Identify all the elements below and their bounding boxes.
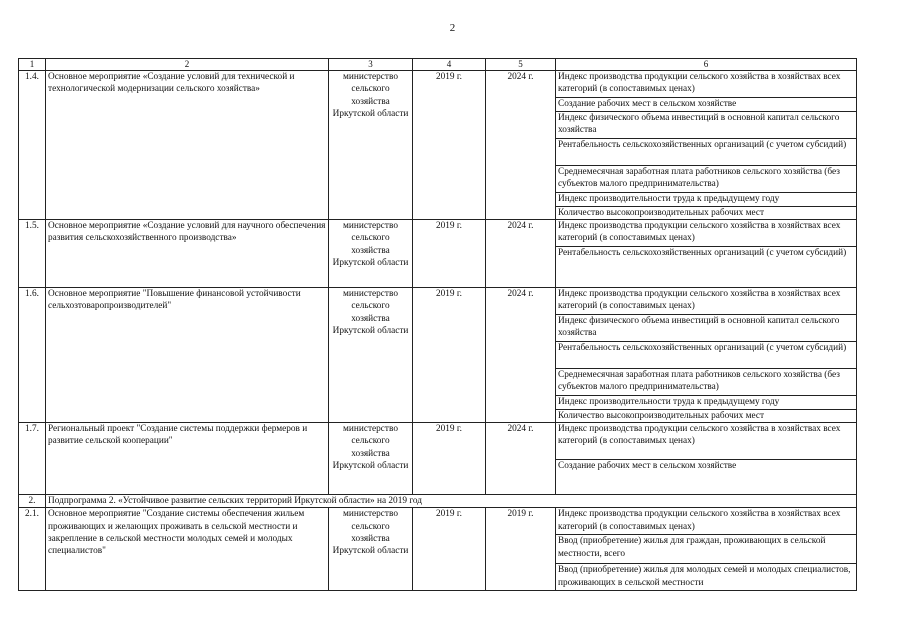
indicator: Создание рабочих мест в сельском хозяйстве <box>556 98 856 112</box>
row-number: 1.5. <box>19 220 46 288</box>
end-year: 2024 г. <box>486 423 556 495</box>
activity-name: Основное мероприятие «Создание условий для технической и технологической модернизации сельского хозяйства» <box>46 71 329 220</box>
executor: министерство сельского хозяйства Иркутской области <box>329 288 413 423</box>
indicator: Рентабельность сельскохозяйственных организаций (с учетом субсидий) <box>558 248 847 258</box>
indicator: Ввод (приобретение) жилья для молодых семей и молодых специалистов, проживающих в сельской местности <box>558 565 851 588</box>
indicator: Количество высокопроизводительных рабочих мест <box>558 411 765 421</box>
indicators <box>556 508 857 591</box>
indicator: Ввод (приобретение) жилья для граждан, проживающих в сельской местности, всего <box>556 535 856 564</box>
indicators <box>556 220 857 288</box>
executor: министерство сельского хозяйства Иркутской области <box>329 508 413 591</box>
activity-name: Основное мероприятие "Повышение финансовой устойчивости сельхозтоваропроизводителей" <box>46 288 329 423</box>
indicator: Индекс производства продукции сельского хозяйства в хозяйствах всех категорий (в сопоставимых ценах) <box>556 71 856 98</box>
indicator: Индекс производства продукции сельского хозяйства в хозяйствах всех категорий (в сопоставимых ценах) <box>556 288 856 315</box>
header-col-5: 5 <box>486 59 556 71</box>
header-row <box>19 59 857 71</box>
executor: министерство сельского хозяйства Иркутской области <box>329 220 413 288</box>
row-number: 1.6. <box>19 288 46 423</box>
indicator: Среднемесячная заработная плата работников сельского хозяйства (без субъектов малого предпринимательства) <box>556 369 856 396</box>
indicator: Индекс производительности труда к предыдущему году <box>556 193 856 207</box>
start-year: 2019 г. <box>413 423 486 495</box>
indicator: Индекс производства продукции сельского хозяйства в хозяйствах всех категорий (в сопоставимых ценах) <box>556 508 856 535</box>
end-year: 2019 г. <box>486 508 556 591</box>
start-year: 2019 г. <box>413 71 486 220</box>
indicators <box>556 288 857 423</box>
table-row <box>19 423 857 495</box>
start-year: 2019 г. <box>413 288 486 423</box>
indicator: Индекс производства продукции сельского хозяйства в хозяйствах всех категорий (в сопоставимых ценах) <box>556 220 856 247</box>
activity-name: Основное мероприятие «Создание условий для научного обеспечения развития сельскохозяйственного производства» <box>46 220 329 288</box>
subprogram-title: Подпрограмма 2. «Устойчивое развитие сельских территорий Иркутской области» на 2019 год <box>46 495 857 508</box>
indicators <box>556 423 857 495</box>
header-col-6: 6 <box>556 59 857 71</box>
activities-table <box>18 58 857 591</box>
indicator: Рентабельность сельскохозяйственных организаций (с учетом субсидий) <box>556 342 856 369</box>
indicator: Индекс производительности труда к предыдущему году <box>556 396 856 410</box>
row-number: 2.1. <box>19 508 46 591</box>
row-number: 1.7. <box>19 423 46 495</box>
indicator: Количество высокопроизводительных рабочих мест <box>558 208 765 218</box>
table-row <box>19 220 857 288</box>
indicator: Индекс физического объема инвестиций в основной капитал сельского хозяйства <box>556 112 856 139</box>
table-row <box>19 71 857 220</box>
table-row <box>19 508 857 591</box>
header-col-4: 4 <box>413 59 486 71</box>
subprogram-row <box>19 495 857 508</box>
indicators <box>556 71 857 220</box>
executor: министерство сельского хозяйства Иркутской области <box>329 423 413 495</box>
table-row <box>19 288 857 423</box>
executor: министерство сельского хозяйства Иркутской области <box>329 71 413 220</box>
indicator: Индекс производства продукции сельского хозяйства в хозяйствах всех категорий (в сопоставимых ценах) <box>556 423 856 460</box>
end-year: 2024 г. <box>486 288 556 423</box>
end-year: 2024 г. <box>486 71 556 220</box>
indicator: Среднемесячная заработная плата работников сельского хозяйства (без субъектов малого предпринимательства) <box>556 166 856 193</box>
indicator: Рентабельность сельскохозяйственных организаций (с учетом субсидий) <box>556 139 856 166</box>
header-col-2: 2 <box>46 59 329 71</box>
start-year: 2019 г. <box>413 220 486 288</box>
activity-name: Основное мероприятие "Создание системы обеспечения жильем проживающих и желающих проживать в сельской местности и закрепление в сельской местности молодых семей и молодых специалистов" <box>46 508 329 591</box>
activity-name: Региональный проект "Создание системы поддержки фермеров и развитие сельской кооперации" <box>46 423 329 495</box>
subprogram-number: 2. <box>19 495 46 508</box>
page-number: 2 <box>449 22 456 34</box>
indicator: Создание рабочих мест в сельском хозяйстве <box>558 461 737 471</box>
end-year: 2024 г. <box>486 220 556 288</box>
indicator: Индекс физического объема инвестиций в основной капитал сельского хозяйства <box>556 315 856 342</box>
header-col-3: 3 <box>329 59 413 71</box>
header-col-1: 1 <box>19 59 46 71</box>
start-year: 2019 г. <box>413 508 486 591</box>
row-number: 1.4. <box>19 71 46 220</box>
